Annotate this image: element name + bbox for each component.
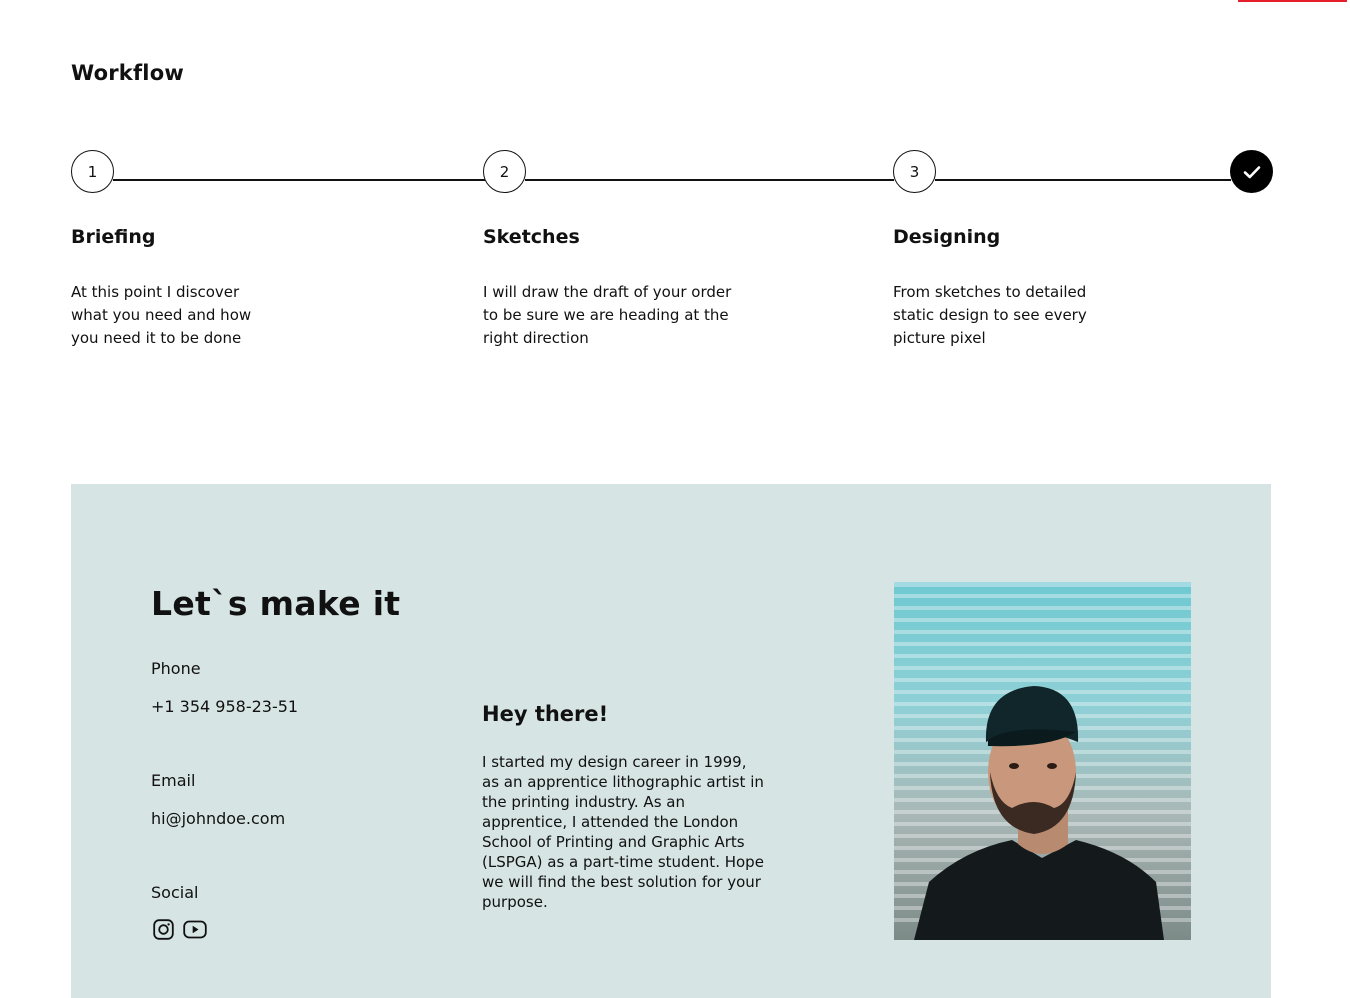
profile-photo	[894, 582, 1191, 940]
bio-text: I started my design career in 1999, as an apprentice lithographic artist in the printing industry. As an apprentice, I attended the London School of Printing and Graphic Arts (LSPGA) as a part-time student. Hope we will find the best solution for your purpose.	[482, 753, 764, 911]
timeline-connector	[113, 179, 485, 181]
workflow-timeline	[71, 150, 1274, 194]
step-2-number: 2	[499, 162, 510, 181]
step-title: Briefing	[71, 226, 156, 248]
social-label: Social	[151, 883, 199, 902]
timeline-connector	[525, 179, 894, 181]
step-1-marker	[71, 150, 114, 193]
step-description: I will draw the draft of your order to be sure we are heading at the right direction	[483, 283, 732, 347]
step-description: From sketches to detailed static design to see every picture pixel	[893, 283, 1087, 347]
email-link[interactable]: hi@johndoe.com	[151, 809, 286, 828]
email-label: Email	[151, 771, 196, 790]
step-3-number: 3	[909, 162, 920, 181]
workflow-title: Workflow	[71, 61, 184, 85]
social-links	[151, 918, 207, 940]
step-2-marker	[483, 150, 526, 193]
step-designing	[893, 226, 1193, 350]
phone-label: Phone	[151, 659, 201, 678]
instagram-icon[interactable]	[151, 918, 175, 940]
timeline-connector	[935, 179, 1231, 181]
greeting-heading: Hey there!	[482, 702, 609, 726]
step-complete-marker	[1230, 150, 1273, 193]
portrait-illustration	[894, 582, 1191, 940]
step-1-number: 1	[87, 162, 98, 181]
step-sketches	[483, 226, 783, 350]
phone-link[interactable]: +1 354 958-23-51	[151, 697, 299, 716]
step-briefing	[71, 226, 371, 350]
shirt-shape	[914, 840, 1164, 940]
youtube-icon[interactable]	[183, 918, 207, 940]
step-description: At this point I discover what you need and how you need it to be done	[71, 283, 252, 347]
step-title: Sketches	[483, 226, 580, 248]
step-title: Designing	[893, 226, 1001, 248]
top-accent-bar	[1238, 0, 1347, 2]
check-icon	[1243, 165, 1261, 179]
contact-section	[71, 484, 1271, 998]
contact-title: Let`s make it	[151, 584, 401, 623]
step-3-marker	[893, 150, 936, 193]
